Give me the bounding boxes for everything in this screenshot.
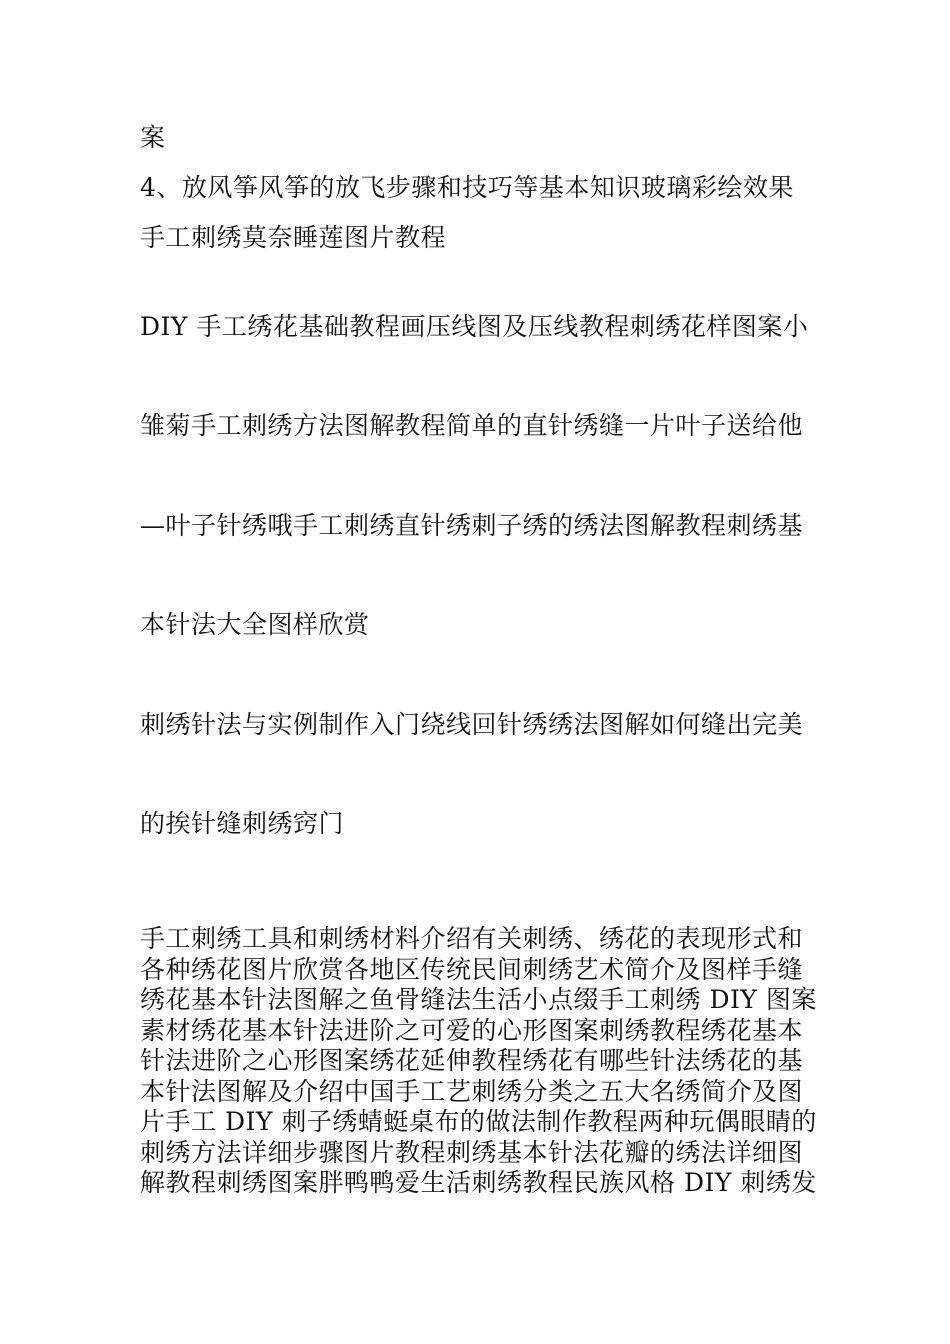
paragraph-line: 本针法图解及介绍中国手工艺刺绣分类之五大名绣简介及图 (140, 1076, 804, 1106)
text-line: 4、放风筝风筝的放飞步骤和技巧等基本知识玻璃彩绘效果 (140, 173, 794, 202)
paragraph-line: 刺绣方法详细步骤图片教程刺绣基本针法花瓣的绣法详细图 (140, 1137, 804, 1167)
paragraph-line: 绣花基本针法图解之鱼骨缝法生活小点缀手工刺绣 DIY 图案 (140, 985, 817, 1014)
paragraph-line: 各种绣花图片欣赏各地区传统民间刺绣艺术简介及图样手缝 (140, 954, 804, 984)
text-line: 本针法大全图样欣赏 (140, 610, 370, 639)
text-line: 手工刺绣莫奈睡莲图片教程 (140, 223, 447, 252)
text-line: 的挨针缝刺绣窍门 (140, 809, 345, 838)
text-line: DIY 手工绣花基础教程画压线图及压线教程刺绣花样图案小 (140, 312, 809, 341)
paragraph-line: 手工刺绣工具和刺绣材料介绍有关刺绣、绣花的表现形式和 (140, 924, 804, 953)
paragraph-line: 解教程刺绣图案胖鸭鸭爱生活刺绣教程民族风格 DIY 刺绣发 (140, 1168, 817, 1197)
text-line: 刺绣针法与实例制作入门绕线回针绣绣法图解如何缝出完美 (140, 710, 804, 739)
text-line: 案 (140, 123, 166, 152)
paragraph-line: 片手工 DIY 刺子绣蜻蜓桌布的做法制作教程两种玩偶眼睛的 (140, 1107, 817, 1136)
paragraph-line: 针法进阶之心形图案绣花延伸教程绣花有哪些针法绣花的基 (140, 1046, 804, 1075)
paragraph-line: 素材绣花基本针法进阶之可爱的心形图案刺绣教程绣花基本 (140, 1015, 804, 1045)
body-paragraph (140, 924, 820, 1199)
text-line: —叶子针绣哦手工刺绣直针绣刺子绣的绣法图解教程刺绣基 (140, 511, 804, 540)
text-line: 雏菊手工刺绣方法图解教程简单的直针绣缝一片叶子送给他 (140, 411, 804, 440)
